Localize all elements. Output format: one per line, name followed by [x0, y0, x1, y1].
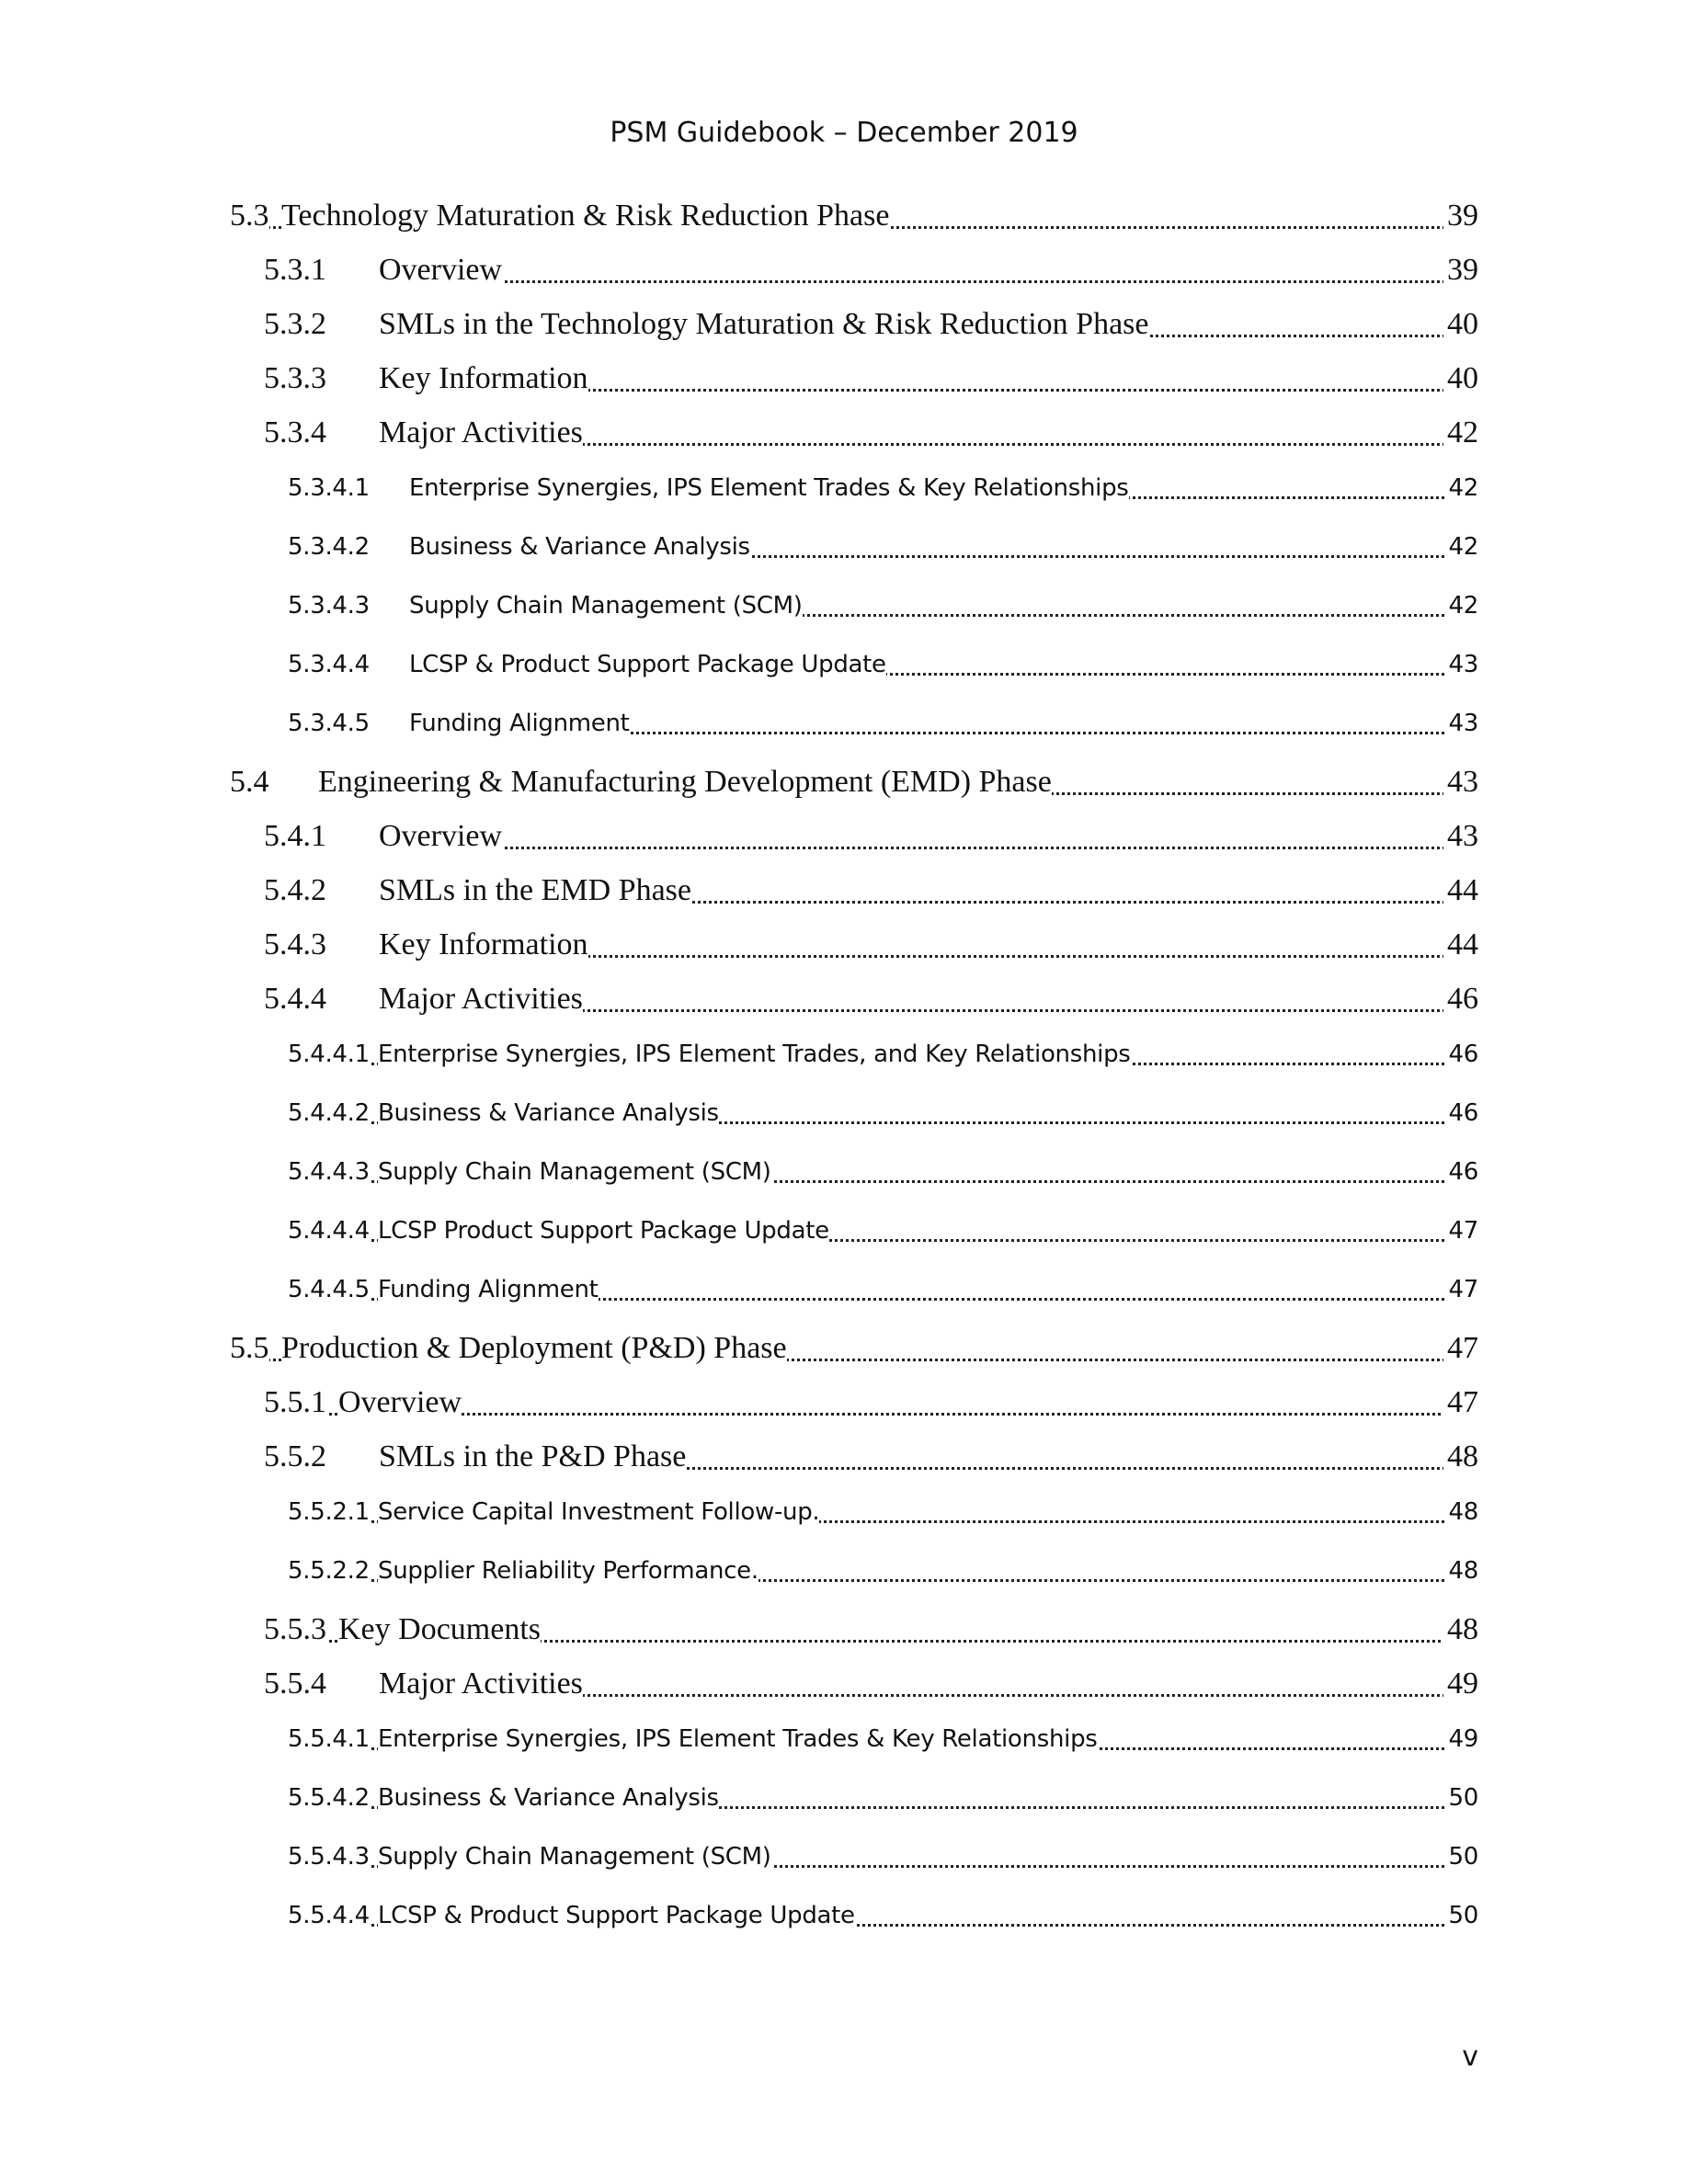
toc-page-number: 48 — [1445, 1548, 1478, 1594]
toc-number: 5.3.2 — [264, 301, 326, 347]
toc-entry[interactable] — [0, 410, 1688, 456]
toc-title: Business & Variance Analysis — [378, 1090, 719, 1136]
toc-entry[interactable] — [0, 1380, 1688, 1426]
toc-number: 5.5.2.1 — [288, 1489, 370, 1535]
toc-title: Supply Chain Management (SCM) — [378, 1834, 771, 1880]
toc-page-number: 43 — [1445, 700, 1478, 746]
toc-page-number: 42 — [1445, 524, 1478, 570]
toc-title: Overview — [338, 1380, 462, 1426]
toc-entry[interactable] — [0, 868, 1688, 914]
toc-title: SMLs in the EMD Phase — [379, 868, 691, 914]
toc-title: SMLs in the Technology Maturation & Risk Reduction Phase — [379, 301, 1148, 347]
toc-entry[interactable] — [0, 1775, 1688, 1821]
toc-number: 5.5 — [230, 1325, 269, 1371]
toc-title: Supply Chain Management (SCM) — [409, 583, 803, 629]
toc-page-number: 47 — [1445, 1208, 1478, 1254]
toc-title: LCSP Product Support Package Update — [378, 1208, 829, 1254]
toc-title: LCSP & Product Support Package Update — [409, 642, 886, 688]
toc-entry[interactable] — [0, 1489, 1688, 1535]
toc-number: 5.4 — [230, 759, 269, 805]
dot-leader — [379, 847, 1478, 849]
toc-title: Production & Deployment (P&D) Phase — [281, 1325, 787, 1371]
toc-entry[interactable] — [0, 1031, 1688, 1077]
toc-page-number: 50 — [1445, 1775, 1478, 1821]
toc-page-number: 40 — [1443, 356, 1478, 402]
toc-title: Engineering & Manufacturing Development (EMD) Phase — [318, 759, 1052, 805]
toc-number: 5.5.4.2 — [288, 1775, 370, 1821]
toc-page-number: 46 — [1443, 976, 1478, 1022]
toc-number: 5.3.1 — [264, 247, 326, 293]
toc-page-number: 46 — [1445, 1090, 1478, 1136]
toc-page-number: 46 — [1445, 1149, 1478, 1195]
toc-number: 5.5.3 — [264, 1607, 326, 1653]
toc-title: Funding Alignment — [409, 700, 630, 746]
toc-number: 5.5.4 — [264, 1661, 326, 1707]
toc-title: Supply Chain Management (SCM) — [378, 1149, 771, 1195]
toc-entry[interactable] — [0, 922, 1688, 968]
toc-entry[interactable] — [0, 1716, 1688, 1762]
toc-page-number: 42 — [1443, 410, 1478, 456]
toc-number: 5.4.2 — [264, 868, 326, 914]
toc-number: 5.3.4.4 — [288, 642, 370, 688]
toc-page-number: 44 — [1443, 922, 1478, 968]
toc-number: 5.4.4.4 — [288, 1208, 370, 1254]
toc-entry[interactable] — [0, 642, 1688, 688]
dot-leader — [379, 280, 1478, 283]
toc-title: Enterprise Synergies, IPS Element Trades, and Key Relationships — [378, 1031, 1131, 1077]
page-header-title: PSM Guidebook – December 2019 — [610, 117, 1078, 149]
toc-number: 5.5.4.4 — [288, 1893, 370, 1939]
toc-page-number: 48 — [1443, 1434, 1478, 1480]
toc-page-number: 48 — [1443, 1607, 1478, 1653]
toc-page-number: 42 — [1445, 465, 1478, 511]
toc-title: Key Information — [379, 356, 588, 402]
toc-page-number: 48 — [1445, 1489, 1478, 1535]
toc-number: 5.4.4 — [264, 976, 326, 1022]
toc-entry[interactable] — [0, 193, 1688, 239]
toc-entry[interactable] — [0, 1325, 1688, 1371]
toc-title: Major Activities — [379, 410, 583, 456]
toc-number: 5.5.4.1 — [288, 1716, 370, 1762]
toc-entry[interactable] — [0, 465, 1688, 511]
toc-page-number: 49 — [1443, 1661, 1478, 1707]
page-number: v — [1462, 2041, 1478, 2073]
toc-page-number: 43 — [1445, 642, 1478, 688]
toc-title: Key Documents — [338, 1607, 541, 1653]
toc-page-number: 39 — [1443, 193, 1478, 239]
toc-number: 5.3.4.3 — [288, 583, 370, 629]
toc-page-number: 39 — [1443, 247, 1478, 293]
toc-number: 5.4.4.3 — [288, 1149, 370, 1195]
toc-page-number: 47 — [1445, 1267, 1478, 1313]
toc-entry[interactable] — [0, 1149, 1688, 1195]
toc-page-number: 46 — [1445, 1031, 1478, 1077]
toc-title: Business & Variance Analysis — [378, 1775, 719, 1821]
toc-page-number: 47 — [1443, 1325, 1478, 1371]
toc-entry[interactable] — [0, 976, 1688, 1022]
toc-entry[interactable] — [0, 813, 1688, 859]
toc-title: Business & Variance Analysis — [409, 524, 750, 570]
toc-title: Overview — [379, 247, 502, 293]
toc-page-number: 50 — [1445, 1893, 1478, 1939]
toc-title: Enterprise Synergies, IPS Element Trades & Key Relationships — [409, 465, 1129, 511]
toc-entry[interactable] — [0, 583, 1688, 629]
toc-title: Funding Alignment — [378, 1267, 599, 1313]
toc-page-number: 49 — [1445, 1716, 1478, 1762]
toc-title: Overview — [379, 813, 502, 859]
toc-page-number: 42 — [1445, 583, 1478, 629]
toc-page-number: 50 — [1445, 1834, 1478, 1880]
toc-title: Enterprise Synergies, IPS Element Trades & Key Relationships — [378, 1716, 1098, 1762]
toc-entry[interactable] — [0, 759, 1688, 805]
toc-number: 5.3.4.1 — [288, 465, 370, 511]
toc-entry[interactable] — [0, 1893, 1688, 1939]
toc-page-number: 47 — [1443, 1380, 1478, 1426]
toc-number: 5.4.4.2 — [288, 1090, 370, 1136]
toc-number: 5.3.4.5 — [288, 700, 370, 746]
toc-number: 5.4.4.1 — [288, 1031, 370, 1077]
toc-entry[interactable] — [0, 1607, 1688, 1653]
toc-title: Technology Maturation & Risk Reduction Phase — [281, 193, 889, 239]
toc-entry[interactable] — [0, 356, 1688, 402]
toc-entry[interactable] — [0, 1090, 1688, 1136]
toc-page-number: 43 — [1443, 813, 1478, 859]
toc-entry[interactable] — [0, 301, 1688, 347]
toc-number: 5.3.4 — [264, 410, 326, 456]
toc-entry[interactable] — [0, 524, 1688, 570]
toc-entry[interactable] — [0, 247, 1688, 293]
toc-page-number: 43 — [1443, 759, 1478, 805]
toc-number: 5.3.4.2 — [288, 524, 370, 570]
toc-number: 5.4.4.5 — [288, 1267, 370, 1313]
toc-number: 5.3.3 — [264, 356, 326, 402]
toc-page-number: 44 — [1443, 868, 1478, 914]
toc-title: SMLs in the P&D Phase — [379, 1434, 686, 1480]
toc-title: Major Activities — [379, 1661, 583, 1707]
toc-title: Major Activities — [379, 976, 583, 1022]
toc-number: 5.5.1 — [264, 1380, 326, 1426]
toc-number: 5.4.1 — [264, 813, 326, 859]
toc-entry[interactable] — [0, 1267, 1688, 1313]
toc-title: Service Capital Investment Follow-up. — [378, 1489, 819, 1535]
toc-title: Key Information — [379, 922, 588, 968]
toc-title: Supplier Reliability Performance. — [378, 1548, 758, 1594]
toc-entry[interactable] — [0, 700, 1688, 746]
toc-entry[interactable] — [0, 1834, 1688, 1880]
toc-number: 5.3 — [230, 193, 269, 239]
toc-entry[interactable] — [0, 1548, 1688, 1594]
toc-entry[interactable] — [0, 1208, 1688, 1254]
toc-number: 5.5.4.3 — [288, 1834, 370, 1880]
toc-number: 5.5.2.2 — [288, 1548, 370, 1594]
toc-entry[interactable] — [0, 1661, 1688, 1707]
toc-number: 5.5.2 — [264, 1434, 326, 1480]
toc-page-number: 40 — [1443, 301, 1478, 347]
toc-title: LCSP & Product Support Package Update — [378, 1893, 855, 1939]
toc-number: 5.4.3 — [264, 922, 326, 968]
toc-entry[interactable] — [0, 1434, 1688, 1480]
